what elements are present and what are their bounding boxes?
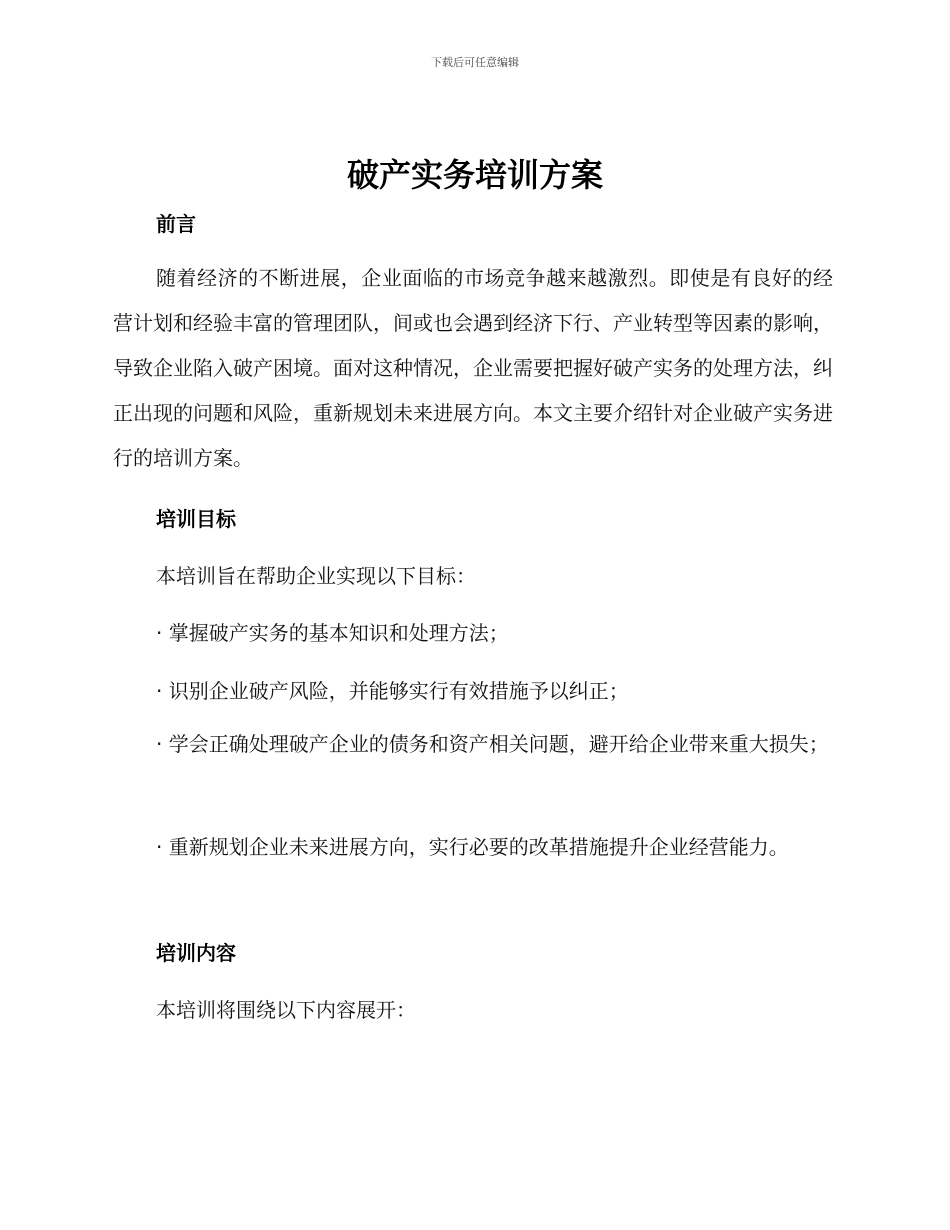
section-heading-content: 培训内容 xyxy=(156,941,236,965)
goal-item-4: · 重新规划企业未来进展方向，实行必要的改革措施提升企业经营能力。 xyxy=(156,835,789,859)
preface-paragraph: 随着经济的不断进展，企业面临的市场竞争越来越激烈。即使是有良好的经营计划和经验丰富的管理团队，间或也会遇到经济下行、产业转型等因素的影响，导致企业陷入破产困境。面对这种情况，企业需要把握好破产实务的处理方法，纠正出现的问题和风险，重新规划未来进展方向。本文主要介绍针对企业破产实务进行的培训方案。 xyxy=(113,266,833,470)
section-heading-goals: 培训目标 xyxy=(156,507,236,531)
goal-item-2: · 识别企业破产风险，并能够实行有效措施予以纠正； xyxy=(156,679,629,703)
section-heading-preface: 前言 xyxy=(156,212,196,236)
goals-intro: 本培训旨在帮助企业实现以下目标： xyxy=(156,564,476,588)
header-note: 下载后可任意编辑 xyxy=(431,56,519,69)
document-title: 破产实务培训方案 xyxy=(346,156,603,194)
goal-item-3: · 学会正确处理破产企业的债务和资产相关问题，避开给企业带来重大损失； xyxy=(156,732,829,756)
goal-item-1: · 掌握破产实务的基本知识和处理方法； xyxy=(156,621,509,645)
content-intro: 本培训将围绕以下内容展开： xyxy=(156,998,416,1022)
